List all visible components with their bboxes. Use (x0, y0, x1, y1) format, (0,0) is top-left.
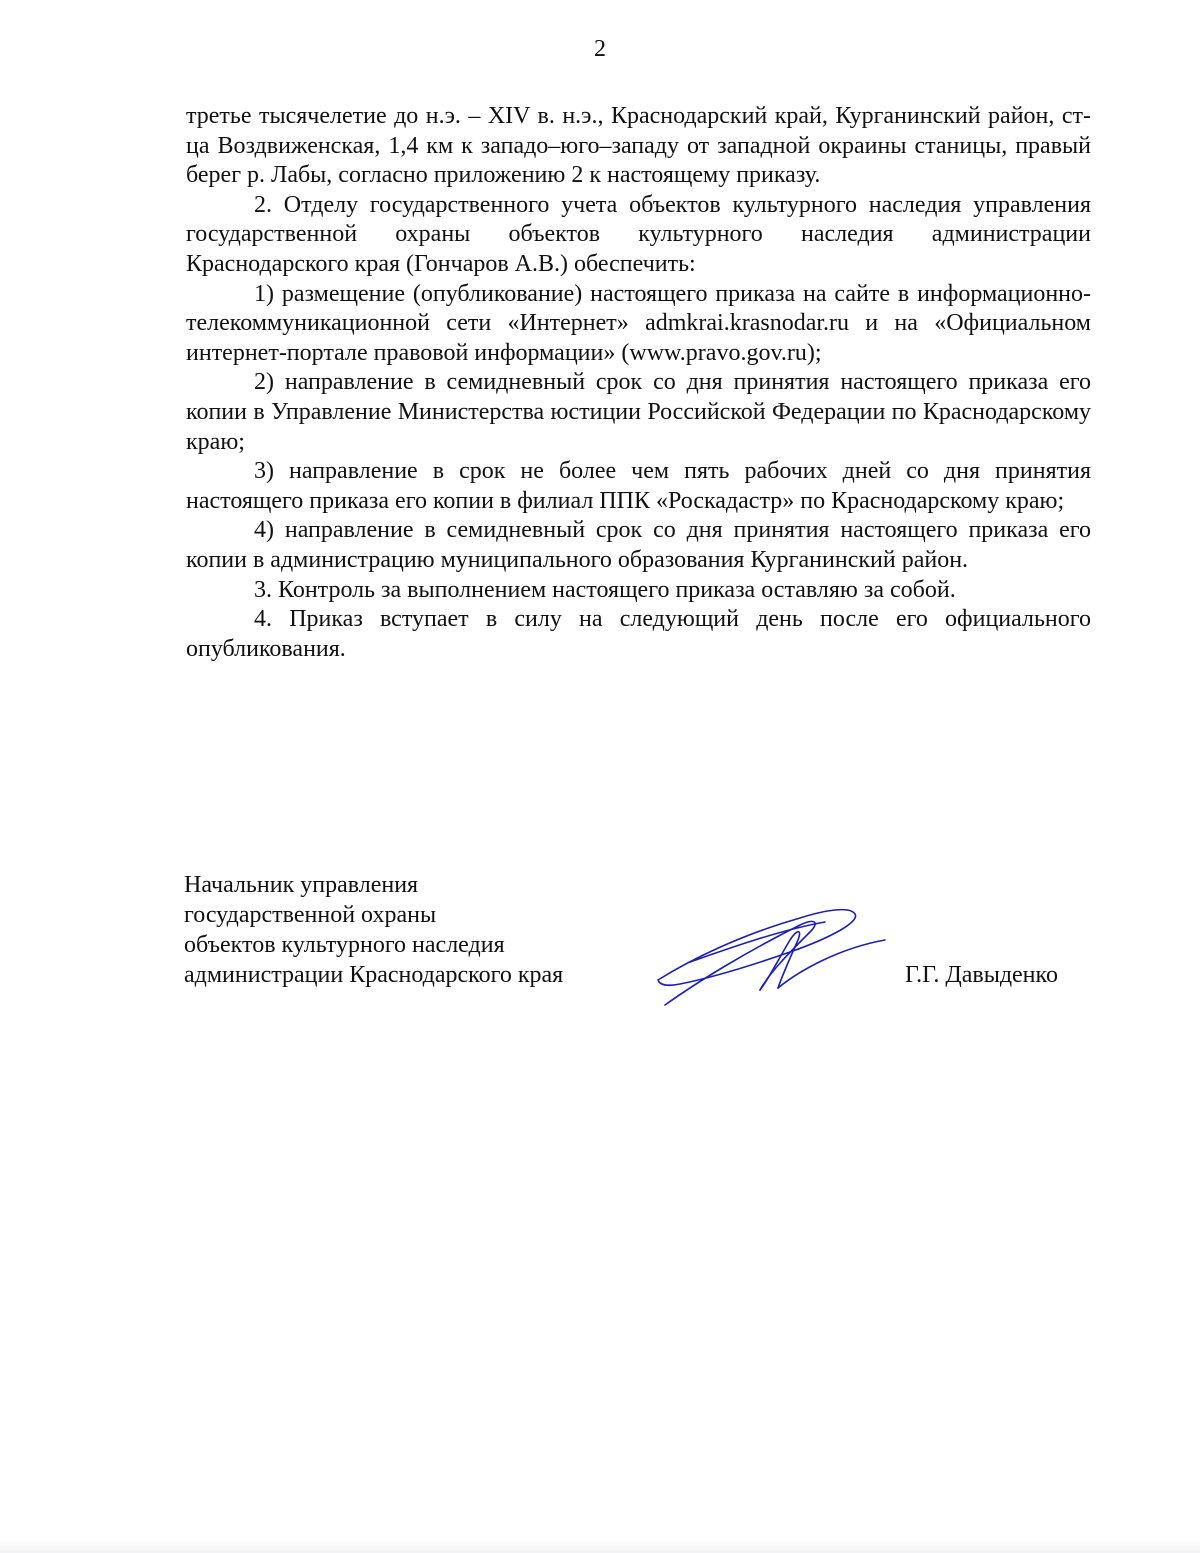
document-body (186, 102, 1091, 664)
paragraph-continuation: третье тысячелетие до н.э. – XIV в. н.э., Краснодарский край, Курганинский район, ст-ца Воздвиженская, 1,4 км к западо–юго–западу от западной окраины станицы, правый берег р. Лабы, согласно приложению 2 к настоящему приказу. (186, 103, 1091, 189)
signatory-title-line: администрации Краснодарского края (184, 962, 564, 988)
signatory-title-block (184, 870, 563, 990)
paragraph-subitem-4: 4) направление в семидневный срок со дня принятия настоящего приказа его копии в администрацию муниципального образования Курганинский район. (186, 517, 1091, 573)
handwritten-signature (650, 900, 890, 1015)
paragraph-item-3: 3. Контроль за выполнением настоящего приказа оставляю за собой. (254, 576, 956, 603)
paragraph-item-4: 4. Приказ вступает в силу на следующий день после его официального опубликования. (186, 606, 1091, 662)
paragraph-subitem-3: 3) направление в срок не более чем пять рабочих дней со дня принятия настоящего приказа его копии в филиал ППК «Роскадастр» по Краснодарскому краю; (186, 458, 1091, 514)
page-number: 2 (594, 36, 606, 62)
paragraph-subitem-1: 1) размещение (опубликование) настоящего приказа на сайте в информационно-телекоммуникационной сети «Интернет» admkrai.krasnodar.ru и на «Официальном интернет-портале правовой информации» (www.pravo.gov.ru); (186, 280, 1091, 366)
page-bottom-edge (0, 1538, 1200, 1553)
signatory-title-line: государственной охраны (184, 902, 437, 928)
signatory-title-line: объектов культурного наследия (184, 932, 505, 958)
paragraph-item-2: 2. Отделу государственного учета объектов культурного наследия управления государственной охраны объектов культурного наследия администрации Краснодарского края (Гончаров А.В.) обеспечить: (186, 191, 1091, 277)
paragraph-subitem-2: 2) направление в семидневный срок со дня принятия настоящего приказа его копии в Управление Министерства юстиции Российской Федерации по Краснодарскому краю; (186, 369, 1091, 455)
signer-name: Г.Г. Давыденко (905, 962, 1058, 988)
signatory-title-line: Начальник управления (184, 872, 419, 898)
